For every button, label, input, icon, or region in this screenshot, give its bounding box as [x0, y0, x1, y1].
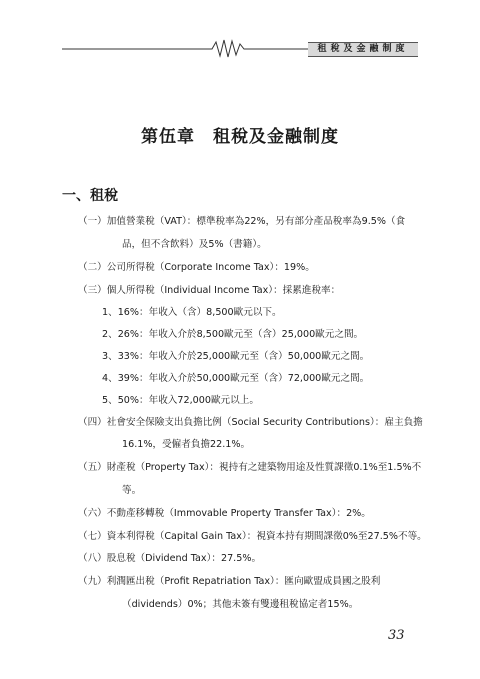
chapter-title [0, 122, 480, 147]
item-9: （九）利潤匯出稅（Profit Repatriation Tax）：匯向歐盟成員國之股利 [78, 576, 381, 587]
item-2: （二）公司所得稅（Corporate Income Tax）：19%。 [78, 262, 315, 273]
subitem-4: 4、39%：年收入介於50,000歐元至（含）72,000歐元之間。 [102, 373, 370, 384]
item-5-cont: 等。 [122, 485, 142, 496]
subitem-2: 2、26%：年收入介於8,500歐元至（含）25,000歐元之間。 [102, 329, 364, 340]
item-1: （一）加值營業稅（VAT）：標準稅率為22%，另有部分產品稅率為9.5%（食 [78, 216, 406, 227]
page-number: 33 [388, 628, 405, 643]
item-9-cont: （dividends）0%；其他未簽有雙邊租稅協定者15%。 [122, 599, 359, 610]
item-3: （三）個人所得稅（Individual Income Tax）：採累進稅率： [78, 285, 341, 296]
item-7: （七）資本利得稅（Capital Gain Tax）：視資本持有期間課徵0%至27.5%不等。 [78, 531, 427, 542]
section-heading: 一、租稅 [62, 188, 118, 204]
subitem-3: 3、33%：年收入介於25,000歐元至（含）50,000歐元之間。 [102, 351, 370, 362]
item-1-cont: 品，但不含飲料）及5%（書籍）。 [122, 239, 267, 250]
item-4: （四）社會安全保險支出負擔比例（Social Security Contributions）：雇主負擔 [78, 417, 423, 428]
item-8: （八）股息稅（Dividend Tax）：27.5%。 [78, 553, 262, 564]
chapter-name: 租稅及金融制度 [213, 127, 339, 147]
item-4-cont: 16.1%，受僱者負擔22.1%。 [122, 439, 251, 450]
item-6: （六）不動產移轉稅（Immovable Property Transfer Tax）：2%。 [78, 508, 371, 519]
item-5: （五）財產稅（Property Tax）：視持有之建築物用途及性質課徵0.1%至1.5%不 [78, 462, 422, 473]
subitem-1: 1、16%：年收入（含）8,500歐元以下。 [102, 307, 282, 318]
header-title: 租稅及金融制度 [308, 42, 418, 57]
subitem-5: 5、50%：年收入72,000歐元以上。 [102, 395, 259, 406]
chapter-number: 第伍章 [141, 127, 195, 147]
